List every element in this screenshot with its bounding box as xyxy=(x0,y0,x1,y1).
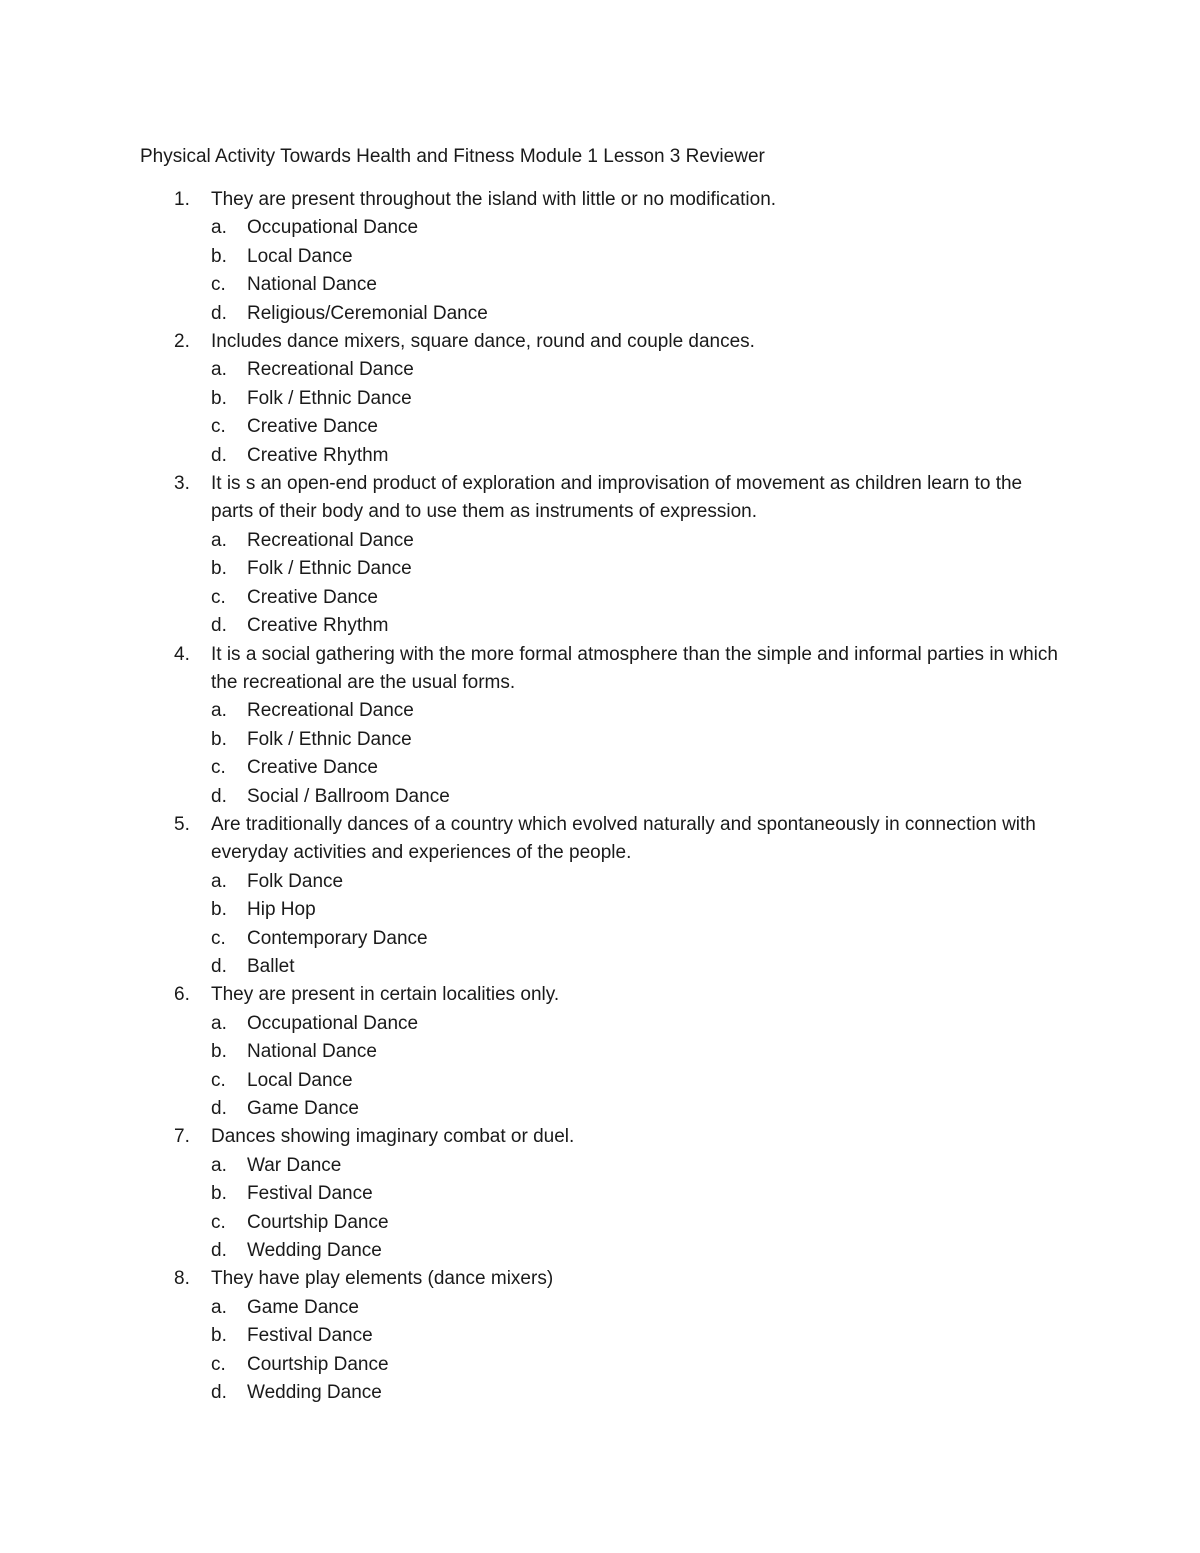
question-item xyxy=(0,186,1200,328)
option-item xyxy=(0,413,1200,441)
option-item xyxy=(0,1379,1200,1407)
question-text-content: They have play elements (dance mixers) xyxy=(211,1268,554,1290)
option-list xyxy=(0,868,1200,982)
option-text: Wedding Dance xyxy=(247,1240,382,1262)
option-letter: d. xyxy=(211,302,227,324)
question-text xyxy=(0,981,1061,1009)
question-text xyxy=(0,470,1061,527)
question-text xyxy=(0,1265,1061,1293)
question-text-content: Dances showing imaginary combat or duel. xyxy=(211,1126,575,1148)
option-item xyxy=(0,1180,1200,1208)
question-number: 5. xyxy=(174,813,190,835)
option-text: Wedding Dance xyxy=(247,1382,382,1404)
option-letter: c. xyxy=(211,586,226,608)
question-item xyxy=(0,1123,1200,1265)
question-list xyxy=(0,186,1200,1407)
question-text xyxy=(0,641,1061,698)
option-letter: a. xyxy=(211,1154,227,1176)
option-text: Contemporary Dance xyxy=(247,927,428,949)
option-text: Courtship Dance xyxy=(247,1211,389,1233)
option-text: Folk / Ethnic Dance xyxy=(247,558,412,580)
option-list xyxy=(0,356,1200,470)
option-item xyxy=(0,271,1200,299)
option-item xyxy=(0,953,1200,981)
question-text-content: It is s an open-end product of exploration and improvisation of movement as children learn to the parts of their body and to use them as instruments of expression. xyxy=(211,473,1023,523)
question-item xyxy=(0,470,1200,640)
option-list xyxy=(0,1294,1200,1408)
option-text: Game Dance xyxy=(247,1098,359,1119)
question-item xyxy=(0,641,1200,811)
option-item xyxy=(0,896,1200,924)
option-letter: a. xyxy=(211,870,227,892)
option-item xyxy=(0,1095,1200,1123)
option-text: Creative Dance xyxy=(247,586,378,608)
option-item xyxy=(0,1294,1200,1322)
option-letter: a. xyxy=(211,1012,227,1034)
option-text: Local Dance xyxy=(247,1069,353,1091)
option-letter: d. xyxy=(211,1098,227,1119)
option-text: Game Dance xyxy=(247,1296,359,1318)
option-item xyxy=(0,1322,1200,1350)
option-text: Recreational Dance xyxy=(247,529,414,551)
question-item xyxy=(0,811,1200,981)
option-text: Folk Dance xyxy=(247,870,344,892)
option-letter: c. xyxy=(211,1353,226,1375)
option-item xyxy=(0,584,1200,612)
question-text-content: They are present throughout the island with little or no modification. xyxy=(211,189,777,210)
question-item xyxy=(0,981,1200,1123)
option-item xyxy=(0,1351,1200,1379)
option-letter: b. xyxy=(211,1183,227,1205)
option-letter: a. xyxy=(211,700,227,722)
option-item xyxy=(0,1067,1200,1095)
option-letter: b. xyxy=(211,728,227,750)
option-list xyxy=(0,1010,1200,1124)
option-text: National Dance xyxy=(247,1041,377,1063)
option-text: Folk / Ethnic Dance xyxy=(247,387,412,409)
question-text xyxy=(0,811,1061,868)
question-number: 2. xyxy=(174,331,190,353)
option-letter: b. xyxy=(211,899,227,921)
option-letter: c. xyxy=(211,1211,226,1233)
question-item xyxy=(0,1265,1200,1407)
question-number: 8. xyxy=(174,1268,190,1290)
option-letter: d. xyxy=(211,785,227,807)
option-text: Courtship Dance xyxy=(247,1353,389,1375)
option-item xyxy=(0,1038,1200,1066)
option-item xyxy=(0,555,1200,583)
option-text: Social / Ballroom Dance xyxy=(247,785,450,807)
option-letter: b. xyxy=(211,558,227,580)
option-text: National Dance xyxy=(247,274,377,296)
option-item xyxy=(0,612,1200,640)
option-item xyxy=(0,697,1200,725)
option-letter: d. xyxy=(211,955,227,977)
option-list xyxy=(0,1152,1200,1266)
question-text-content: Includes dance mixers, square dance, round and couple dances. xyxy=(211,331,755,353)
question-text xyxy=(0,1123,1061,1151)
option-item xyxy=(0,1010,1200,1038)
option-text: Creative Dance xyxy=(247,416,378,438)
option-item xyxy=(0,868,1200,896)
question-number: 7. xyxy=(174,1126,190,1148)
option-list xyxy=(0,527,1200,641)
question-text-content: It is a social gathering with the more formal atmosphere than the simple and informal parties in which the recreational are the usual forms. xyxy=(211,643,1058,693)
question-text-content: Are traditionally dances of a country which evolved naturally and spontaneously in connection with everyday activities and experiences of the people. xyxy=(211,813,1036,864)
option-item xyxy=(0,783,1200,811)
option-item xyxy=(0,1209,1200,1237)
option-item xyxy=(0,300,1200,328)
option-item xyxy=(0,726,1200,754)
question-text-content: They are present in certain localities only. xyxy=(211,984,560,1006)
option-item xyxy=(0,442,1200,470)
option-letter: c. xyxy=(211,416,226,438)
option-text: Creative Rhythm xyxy=(247,615,389,637)
question-text xyxy=(0,328,1061,356)
option-letter: d. xyxy=(211,1382,227,1404)
option-letter: c. xyxy=(211,1069,226,1091)
option-letter: b. xyxy=(211,1041,227,1063)
option-item xyxy=(0,356,1200,384)
option-item xyxy=(0,214,1200,242)
question-item xyxy=(0,328,1200,470)
option-letter: b. xyxy=(211,1325,227,1347)
option-list xyxy=(0,214,1200,328)
document-title: Physical Activity Towards Health and Fitness Module 1 Lesson 3 Reviewer xyxy=(140,146,765,167)
option-list xyxy=(0,697,1200,811)
question-number: 3. xyxy=(174,473,190,495)
option-letter: d. xyxy=(211,1240,227,1262)
option-text: Ballet xyxy=(247,955,295,977)
question-number: 1. xyxy=(174,189,190,210)
option-text: Occupational Dance xyxy=(247,1012,419,1034)
option-item xyxy=(0,385,1200,413)
question-number: 6. xyxy=(174,984,190,1006)
option-text: Creative Rhythm xyxy=(247,444,389,466)
question-number: 4. xyxy=(174,643,190,665)
option-text: Religious/Ceremonial Dance xyxy=(247,302,488,324)
option-letter: c. xyxy=(211,757,226,779)
option-letter: a. xyxy=(211,217,227,239)
option-letter: c. xyxy=(211,274,226,296)
option-text: Hip Hop xyxy=(247,899,316,921)
option-letter: d. xyxy=(211,615,227,637)
question-text xyxy=(0,186,1061,214)
option-letter: d. xyxy=(211,444,227,466)
option-text: War Dance xyxy=(247,1154,342,1176)
option-text: Folk / Ethnic Dance xyxy=(247,728,412,750)
option-letter: a. xyxy=(211,359,227,381)
option-text: Festival Dance xyxy=(247,1183,373,1205)
option-letter: b. xyxy=(211,245,227,267)
option-letter: c. xyxy=(211,927,226,949)
option-text: Recreational Dance xyxy=(247,359,414,381)
option-item xyxy=(0,754,1200,782)
option-item xyxy=(0,1152,1200,1180)
option-text: Local Dance xyxy=(247,245,353,267)
option-item xyxy=(0,527,1200,555)
option-item xyxy=(0,1237,1200,1265)
option-letter: b. xyxy=(211,387,227,409)
option-text: Occupational Dance xyxy=(247,217,419,239)
option-text: Recreational Dance xyxy=(247,700,414,722)
option-item xyxy=(0,243,1200,271)
option-text: Festival Dance xyxy=(247,1325,373,1347)
option-letter: a. xyxy=(211,529,227,551)
option-letter: a. xyxy=(211,1296,227,1318)
option-text: Creative Dance xyxy=(247,757,378,779)
option-item xyxy=(0,925,1200,953)
